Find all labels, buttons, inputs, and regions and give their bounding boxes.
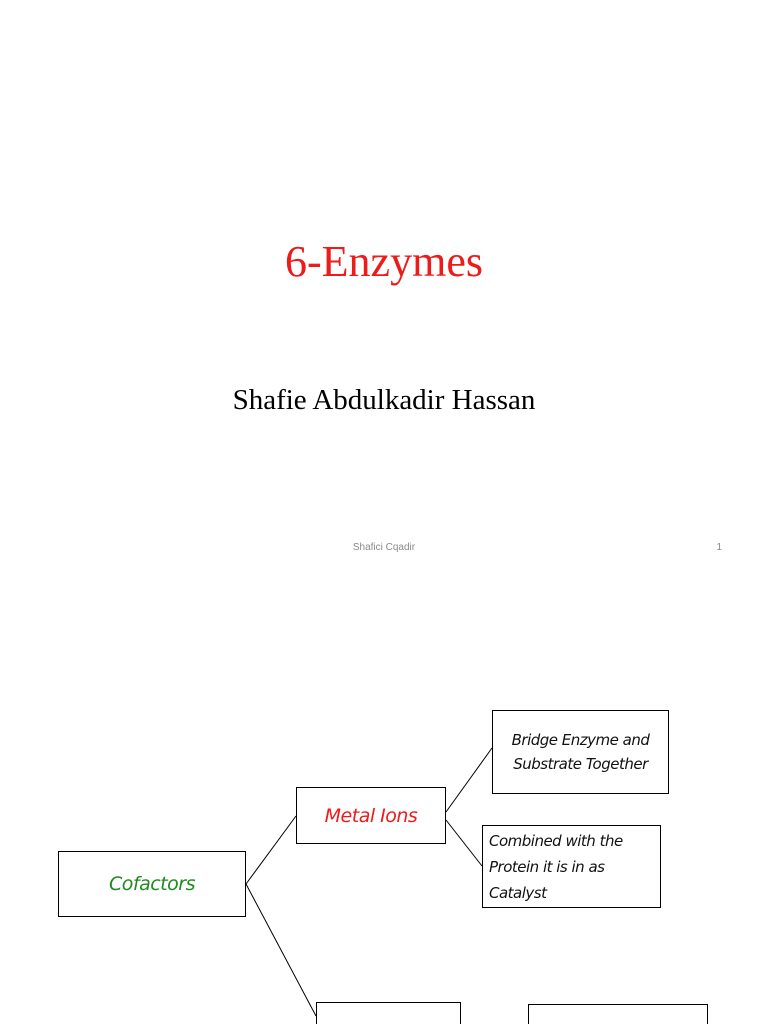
connector-metal-ions-combined bbox=[446, 820, 482, 866]
bridge-line-2: Substrate Together bbox=[513, 755, 648, 773]
bridge-enzyme-label bbox=[493, 728, 668, 776]
combined-protein-label bbox=[483, 828, 660, 906]
cofactors-label: Cofactors bbox=[109, 873, 195, 895]
author-name: Shafie Abdulkadir Hassan bbox=[232, 384, 536, 416]
cofactors-diagram-slide bbox=[0, 576, 768, 1024]
bridge-line-1: Bridge Enzyme and bbox=[511, 731, 650, 749]
metal-ions-label: Metal Ions bbox=[324, 804, 418, 827]
combined-line-1: Combined with the bbox=[489, 831, 623, 850]
page-number: 1 bbox=[716, 542, 722, 553]
connector-metal-ions-bridge bbox=[446, 748, 492, 812]
slide-footer: Shafici Cqadir bbox=[352, 542, 416, 553]
slide-title: 6-Enzymes bbox=[285, 237, 483, 286]
bottom-right-box-partial bbox=[528, 1004, 708, 1024]
connector-cofactors-metal-ions bbox=[246, 816, 296, 884]
cofactors-box bbox=[58, 851, 246, 917]
bridge-enzyme-box bbox=[492, 710, 669, 794]
combined-protein-box bbox=[482, 825, 661, 908]
connector-cofactors-coenzymes bbox=[246, 884, 316, 1016]
combined-line-2: Protein it is in as Catalyst bbox=[489, 857, 605, 902]
metal-ions-box bbox=[296, 787, 446, 844]
coenzymes-box-partial bbox=[316, 1002, 461, 1024]
